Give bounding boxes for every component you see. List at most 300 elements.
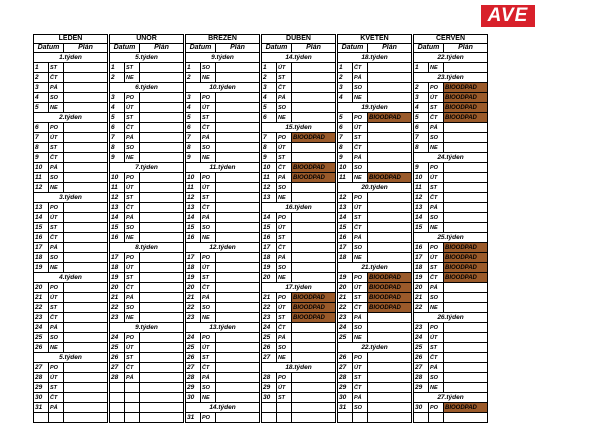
- plan-cell: [64, 153, 108, 163]
- day-number: 13: [34, 203, 49, 213]
- day-number: 8: [262, 143, 277, 153]
- month-title: DUBEN: [262, 35, 336, 44]
- day-number: 24: [262, 323, 277, 333]
- day-number: 31: [338, 403, 353, 413]
- plan-cell: [368, 63, 412, 73]
- week-label: 7.týden: [110, 163, 184, 173]
- weekday: ÚT: [125, 183, 140, 193]
- day-number: 5: [414, 113, 429, 123]
- day-number: 10: [34, 163, 49, 173]
- plan-cell: [444, 223, 488, 233]
- table-row: [34, 353, 488, 363]
- weekday: ST: [429, 183, 444, 193]
- plan-cell-bioodpad: BIOODPAD: [444, 243, 488, 253]
- plan-header: Plán: [216, 44, 260, 53]
- weekday: SO: [201, 143, 216, 153]
- day-number: 10: [110, 173, 125, 183]
- week-label: 23.týden: [414, 73, 488, 83]
- empty-cell: [110, 413, 125, 423]
- table-row: [34, 283, 488, 293]
- plan-cell: [216, 233, 260, 243]
- table-row: [34, 83, 488, 93]
- plan-cell-bioodpad: BIOODPAD: [444, 83, 488, 93]
- plan-cell: [64, 223, 108, 233]
- day-number: 8: [110, 143, 125, 153]
- weekday: ÚT: [125, 343, 140, 353]
- weekday: NE: [125, 233, 140, 243]
- weekday: NE: [49, 263, 64, 273]
- plan-cell: [216, 343, 260, 353]
- day-number: 18: [262, 253, 277, 263]
- plan-cell: [140, 303, 184, 313]
- weekday: PÁ: [49, 163, 64, 173]
- day-number: 7: [34, 133, 49, 143]
- plan-cell: [140, 203, 184, 213]
- weekday: ČT: [49, 393, 64, 403]
- week-label: 18.týden: [262, 363, 336, 373]
- day-number: 19: [186, 273, 201, 283]
- weekday: PÁ: [49, 403, 64, 413]
- day-number: 27: [110, 363, 125, 373]
- day-number: 4: [414, 103, 429, 113]
- plan-cell-bioodpad: BIOODPAD: [368, 173, 412, 183]
- weekday: PÁ: [277, 173, 292, 183]
- plan-cell-bioodpad: BIOODPAD: [368, 293, 412, 303]
- day-number: 30: [262, 393, 277, 403]
- weekday: NE: [277, 353, 292, 363]
- empty-cell: [338, 413, 353, 423]
- day-number: 23: [110, 313, 125, 323]
- plan-cell: [368, 203, 412, 213]
- plan-cell: [64, 73, 108, 83]
- weekday: PO: [201, 253, 216, 263]
- plan-cell: [368, 373, 412, 383]
- day-number: 19: [110, 273, 125, 283]
- week-label: 9.týden: [186, 53, 260, 63]
- weekday: ČT: [353, 143, 368, 153]
- weekday: PÁ: [201, 293, 216, 303]
- weekday: SO: [353, 163, 368, 173]
- empty-cell: [110, 403, 125, 413]
- day-number: 21: [110, 293, 125, 303]
- day-number: 22: [110, 303, 125, 313]
- weekday: SO: [353, 323, 368, 333]
- day-number: 28: [110, 373, 125, 383]
- plan-cell: [292, 343, 336, 353]
- day-number: 6: [34, 123, 49, 133]
- weekday: ČT: [277, 323, 292, 333]
- table-row: [34, 393, 488, 403]
- plan-cell: [292, 393, 336, 403]
- day-number: 27: [414, 363, 429, 373]
- weekday: ČT: [277, 83, 292, 93]
- plan-cell: [140, 213, 184, 223]
- table-row: [34, 213, 488, 223]
- weekday: ÚT: [353, 123, 368, 133]
- day-number: 29: [414, 383, 429, 393]
- plan-cell: [64, 93, 108, 103]
- weekday: ST: [429, 263, 444, 273]
- day-number: 9: [338, 153, 353, 163]
- weekday: ST: [49, 383, 64, 393]
- day-number: 15: [338, 223, 353, 233]
- weekday: NE: [125, 313, 140, 323]
- week-label: 14.týden: [186, 403, 260, 413]
- plan-cell: [140, 363, 184, 373]
- weekday: ST: [49, 143, 64, 153]
- day-number: 3: [414, 93, 429, 103]
- plan-cell: [216, 133, 260, 143]
- day-number: 26: [186, 353, 201, 363]
- weekday: NE: [49, 343, 64, 353]
- day-number: 18: [34, 253, 49, 263]
- day-number: 11: [338, 173, 353, 183]
- weekday: PÁ: [429, 203, 444, 213]
- weekday: ST: [201, 353, 216, 363]
- week-label: 8.týden: [110, 243, 184, 253]
- empty-cell: [292, 403, 336, 413]
- date-header: Datum: [414, 44, 444, 53]
- day-number: 7: [338, 133, 353, 143]
- weekday: ST: [125, 63, 140, 73]
- plan-cell: [292, 243, 336, 253]
- table-row: [34, 113, 488, 123]
- plan-cell: [140, 133, 184, 143]
- plan-cell: [216, 273, 260, 283]
- weekday: PÁ: [429, 363, 444, 373]
- plan-cell: [368, 93, 412, 103]
- plan-header: Plán: [368, 44, 412, 53]
- plan-cell: [216, 223, 260, 233]
- week-label: 17.týden: [262, 283, 336, 293]
- day-number: 20: [186, 283, 201, 293]
- week-label: 6.týden: [110, 83, 184, 93]
- day-number: 14: [338, 213, 353, 223]
- plan-cell: [368, 133, 412, 143]
- weekday: ST: [277, 73, 292, 83]
- day-number: 9: [262, 153, 277, 163]
- day-number: 13: [186, 203, 201, 213]
- weekday: NE: [429, 303, 444, 313]
- table-row: [34, 173, 488, 183]
- day-number: 31: [34, 403, 49, 413]
- weekday: PO: [277, 133, 292, 143]
- plan-cell: [292, 373, 336, 383]
- plan-cell: [216, 203, 260, 213]
- plan-cell: [368, 363, 412, 373]
- table-row: [34, 73, 488, 83]
- table-row: [34, 183, 488, 193]
- plan-header: Plán: [292, 44, 336, 53]
- plan-cell: [216, 193, 260, 203]
- day-number: 2: [186, 73, 201, 83]
- plan-cell-bioodpad: BIOODPAD: [368, 273, 412, 283]
- day-number: 1: [338, 63, 353, 73]
- plan-cell: [216, 293, 260, 303]
- plan-cell: [444, 293, 488, 303]
- plan-cell-bioodpad: BIOODPAD: [292, 133, 336, 143]
- day-number: 4: [338, 93, 353, 103]
- month-title: LEDEN: [34, 35, 108, 44]
- plan-cell: [368, 393, 412, 403]
- day-number: 26: [110, 353, 125, 363]
- table-row: [34, 233, 488, 243]
- plan-cell: [140, 373, 184, 383]
- weekday: NE: [429, 223, 444, 233]
- date-header: Datum: [338, 44, 368, 53]
- day-number: 23: [186, 313, 201, 323]
- date-header: Datum: [262, 44, 292, 53]
- table-row: [34, 363, 488, 373]
- week-label: 24.týden: [414, 153, 488, 163]
- weekday: ST: [201, 113, 216, 123]
- weekday: NE: [353, 173, 368, 183]
- empty-cell: [140, 383, 184, 393]
- plan-cell: [140, 293, 184, 303]
- plan-cell: [64, 183, 108, 193]
- weekday: ČT: [125, 283, 140, 293]
- plan-cell: [368, 333, 412, 343]
- plan-cell: [368, 323, 412, 333]
- day-number: 2: [262, 73, 277, 83]
- plan-cell: [444, 63, 488, 73]
- empty-cell: [140, 413, 184, 423]
- weekday: ČT: [201, 203, 216, 213]
- month-title: ÚNOR: [110, 35, 184, 44]
- plan-cell: [368, 193, 412, 203]
- plan-cell: [444, 163, 488, 173]
- weekday: SO: [49, 173, 64, 183]
- plan-cell: [216, 363, 260, 373]
- week-label: 9.týden: [110, 323, 184, 333]
- plan-cell: [64, 213, 108, 223]
- plan-cell: [444, 323, 488, 333]
- plan-cell: [216, 143, 260, 153]
- table-row: [34, 103, 488, 113]
- day-number: 22: [338, 303, 353, 313]
- day-number: 28: [186, 373, 201, 383]
- day-number: 27: [338, 363, 353, 373]
- day-number: 30: [186, 393, 201, 403]
- day-number: 22: [186, 303, 201, 313]
- plan-cell: [64, 303, 108, 313]
- plan-cell: [64, 263, 108, 273]
- date-header: Datum: [186, 44, 216, 53]
- day-number: 20: [338, 283, 353, 293]
- day-number: 2: [34, 73, 49, 83]
- weekday: ST: [277, 233, 292, 243]
- plan-cell: [368, 233, 412, 243]
- day-number: 22: [414, 303, 429, 313]
- weekday: ÚT: [429, 173, 444, 183]
- weekday: ÚT: [49, 293, 64, 303]
- table-row: [34, 223, 488, 233]
- plan-cell: [216, 393, 260, 403]
- plan-cell: [444, 333, 488, 343]
- table-row: [34, 93, 488, 103]
- plan-cell: [444, 123, 488, 133]
- plan-cell: [64, 163, 108, 173]
- plan-cell: [292, 153, 336, 163]
- weekday: ÚT: [125, 263, 140, 273]
- plan-cell: [292, 73, 336, 83]
- month-title: KVĚTEN: [338, 35, 412, 44]
- plan-cell: [292, 63, 336, 73]
- weekday: NE: [353, 333, 368, 343]
- week-label: 16.týden: [262, 203, 336, 213]
- weekday: SO: [277, 103, 292, 113]
- day-number: 24: [338, 323, 353, 333]
- table-row: [34, 163, 488, 173]
- plan-cell-bioodpad: BIOODPAD: [444, 403, 488, 413]
- day-number: 25: [186, 343, 201, 353]
- weekday: ST: [353, 373, 368, 383]
- day-number: 19: [34, 263, 49, 273]
- plan-cell: [292, 113, 336, 123]
- weekday: PÁ: [277, 253, 292, 263]
- weekday: ÚT: [125, 103, 140, 113]
- day-number: 21: [262, 293, 277, 303]
- weekday: ST: [201, 193, 216, 203]
- day-number: 3: [110, 93, 125, 103]
- plan-cell: [444, 213, 488, 223]
- day-number: 27: [34, 363, 49, 373]
- empty-cell: [49, 413, 64, 423]
- day-number: 6: [414, 123, 429, 133]
- plan-cell: [64, 133, 108, 143]
- plan-cell: [368, 243, 412, 253]
- weekday: ČT: [125, 123, 140, 133]
- plan-cell: [368, 123, 412, 133]
- plan-cell: [64, 333, 108, 343]
- empty-cell: [368, 413, 412, 423]
- day-number: 18: [186, 263, 201, 273]
- weekday: NE: [125, 153, 140, 163]
- plan-cell: [64, 313, 108, 323]
- day-number: 16: [34, 233, 49, 243]
- table-row: [34, 203, 488, 213]
- plan-cell: [140, 143, 184, 153]
- day-number: 16: [338, 233, 353, 243]
- plan-cell: [444, 133, 488, 143]
- plan-cell: [444, 383, 488, 393]
- plan-cell: [140, 103, 184, 113]
- day-number: 17: [186, 253, 201, 263]
- weekday: PÁ: [201, 373, 216, 383]
- day-number: 17: [338, 243, 353, 253]
- plan-cell: [216, 283, 260, 293]
- weekday: SO: [125, 223, 140, 233]
- weekday: PÁ: [201, 133, 216, 143]
- plan-cell: [292, 83, 336, 93]
- week-label: 27.týden: [414, 393, 488, 403]
- table-row: [34, 153, 488, 163]
- week-label: 25.týden: [414, 233, 488, 243]
- plan-cell: [292, 383, 336, 393]
- plan-cell: [292, 263, 336, 273]
- plan-cell: [368, 153, 412, 163]
- weekday: ÚT: [277, 303, 292, 313]
- plan-cell: [216, 383, 260, 393]
- day-number: 8: [414, 143, 429, 153]
- weekday: NE: [429, 63, 444, 73]
- day-number: 26: [34, 343, 49, 353]
- plan-cell: [140, 333, 184, 343]
- week-label: 14.týden: [262, 53, 336, 63]
- weekday: PO: [49, 363, 64, 373]
- plan-cell: [216, 73, 260, 83]
- weekday: SO: [277, 263, 292, 273]
- plan-cell-bioodpad: BIOODPAD: [292, 173, 336, 183]
- weekday: PO: [125, 173, 140, 183]
- empty-cell: [34, 413, 49, 423]
- weekday: PÁ: [125, 293, 140, 303]
- day-number: 6: [110, 123, 125, 133]
- week-label: 10.týden: [186, 83, 260, 93]
- plan-cell: [368, 83, 412, 93]
- weekday: ČT: [277, 243, 292, 253]
- table-row: [34, 303, 488, 313]
- weekday: ST: [277, 393, 292, 403]
- week-label: 12.týden: [186, 243, 260, 253]
- day-number: 3: [338, 83, 353, 93]
- day-number: 24: [186, 333, 201, 343]
- plan-cell: [140, 233, 184, 243]
- weekday: ČT: [429, 193, 444, 203]
- plan-cell: [216, 373, 260, 383]
- table-row: [34, 63, 488, 73]
- week-label: 22.týden: [414, 53, 488, 63]
- day-number: 21: [34, 293, 49, 303]
- weekday: NE: [125, 73, 140, 83]
- day-number: 2: [338, 73, 353, 83]
- plan-cell: [140, 73, 184, 83]
- week-label: 22.týden: [338, 343, 412, 353]
- weekday: ČT: [353, 223, 368, 233]
- table-row: [34, 313, 488, 323]
- plan-cell: [64, 383, 108, 393]
- plan-cell: [140, 263, 184, 273]
- plan-cell: [368, 253, 412, 263]
- plan-cell: [216, 123, 260, 133]
- plan-cell: [292, 183, 336, 193]
- weekday: NE: [49, 183, 64, 193]
- table-row: [34, 413, 488, 423]
- table-row: [34, 343, 488, 353]
- plan-cell: [216, 103, 260, 113]
- weekday: PO: [353, 113, 368, 123]
- day-number: 7: [414, 133, 429, 143]
- weekday: ST: [125, 273, 140, 283]
- day-number: 11: [186, 183, 201, 193]
- weekday: ÚT: [429, 333, 444, 343]
- day-number: 7: [110, 133, 125, 143]
- day-number: 8: [34, 143, 49, 153]
- day-number: 4: [110, 103, 125, 113]
- plan-cell: [140, 63, 184, 73]
- day-number: 23: [34, 313, 49, 323]
- day-number: 10: [414, 173, 429, 183]
- weekday: PÁ: [353, 233, 368, 243]
- day-number: 29: [338, 383, 353, 393]
- day-number: 15: [34, 223, 49, 233]
- plan-cell-bioodpad: BIOODPAD: [292, 293, 336, 303]
- day-number: 25: [110, 343, 125, 353]
- week-label: 26.týden: [414, 313, 488, 323]
- plan-cell-bioodpad: BIOODPAD: [444, 273, 488, 283]
- day-number: 14: [34, 213, 49, 223]
- weekday: PÁ: [125, 133, 140, 143]
